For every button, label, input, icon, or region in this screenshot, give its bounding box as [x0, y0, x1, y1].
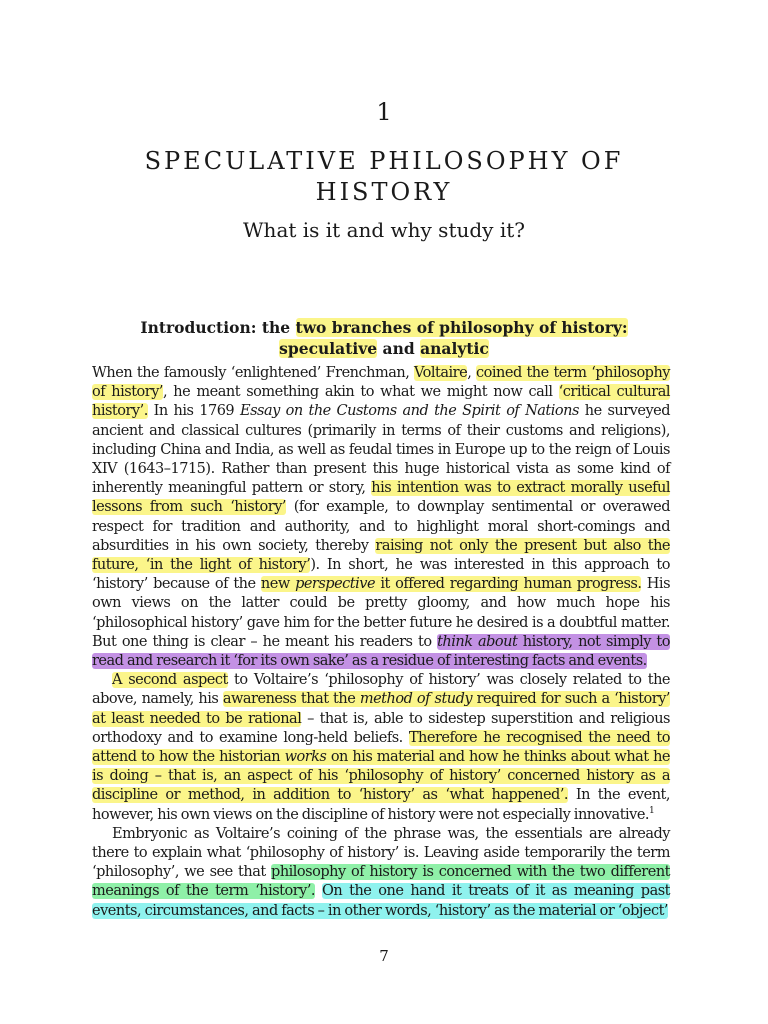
chapter-subtitle: What is it and why study it?: [243, 218, 525, 242]
paragraph-3: Embryonic as Voltaire’s coining of the phrase was, the essentials are already there to explain what ‘philosophy of history’ is. Leaving aside temporarily the term ‘philosophy’, we see that philosophy of history is concerned with the two different meanings of the term ‘history’. On the one hand it treats of it as meaning past events, circumstances, and facts – in other words, ‘history’ as the material or ‘object’: [92, 825, 670, 919]
paragraph-1: When the famously ‘enlightened’ Frenchman, Voltaire, coined the term ‘philosophy of history’, he meant something akin to what we might now call ‘critical cultural history’. In his 1769 Essay on the Customs and the Spirit of Nations he surveyed ancient and classical cultures (primarily in terms of their customs and religions), including China and India, as well as feudal times in Europe up to the reign of Louis XIV (1643–1715). Rather than present this huge historical vista as some kind of inherently meaningful pattern or story, his intention was to extract morally useful lessons from such ‘history’ (for example, to downplay sentimental or overawed respect for tradition and authority, and to highlight moral short-comings and absurdities in his own society, thereby raising not only the present but also the future, ‘in the light of history’). In short, he was interested in this approach to ‘history’ because of the new perspective it offered regarding human progress. His own views on the latter could be pretty gloomy, and how much hope his ‘philosophical history’ gave him for the better future he desired is a doubtful matter. But one thing is clear – he meant his readers to think about history, not simply to read and research it ‘for its own sake’ as a residue of interesting facts and events.: [92, 365, 671, 670]
highlight-yellow[interactable]: new perspective it offered regarding human progress.: [260, 576, 642, 593]
highlight-yellow[interactable]: two branches of philosophy of history:: [295, 318, 628, 337]
highlight-green[interactable]: philosophy of history is concerned with the two different meanings of the term ‘history’.: [92, 864, 670, 900]
paragraph-2: A second aspect to Voltaire’s ‘philosophy of history’ was closely related to the above, namely, his awareness that the method of study required for such a ‘history’ at least needed to be rational – that is, able to sidestep superstition and religious orthodoxy and to examine long-held beliefs. Therefore he recognised the need to attend to how the historian works on his material and how he thinks about what he is doing – that is, an aspect of his ‘philosophy of history’ concerned history as a discipline or method, in addition to ‘history’ as ‘what happened’. In the event, however, his own views on the discipline of history were not especially innovative.$^1$: [92, 672, 670, 823]
highlight-purple[interactable]: think about history, not simply to read and research it ‘for its own sake’ as a residue of interesting facts and events.: [92, 633, 670, 670]
body-text: [92, 364, 670, 921]
highlight-yellow[interactable]: awareness that the method of study required for such a ‘history’ at least needed to be rational: [92, 691, 670, 727]
section-heading: Introduction: the two branches of philosophy of history: speculative and analytic: [140, 318, 628, 358]
highlight-yellow[interactable]: speculative: [279, 339, 378, 358]
highlight-yellow[interactable]: analytic: [420, 339, 489, 358]
chapter-title: SPECULATIVE PHILOSOPHY OF HISTORY: [144, 147, 624, 206]
highlight-yellow[interactable]: raising not only the present but also the future, ‘in the light of history’: [92, 537, 670, 574]
footnote-marker[interactable]: 1: [649, 805, 655, 816]
highlight-cyan[interactable]: On the one hand it treats of it as meaning past events, circumstances, and facts – in other words, ‘history’ as the material or ‘object’: [92, 883, 670, 919]
highlight-yellow[interactable]: A second aspect: [112, 672, 228, 689]
chapter-number: 1: [376, 98, 392, 126]
highlight-yellow[interactable]: his intention was to extract morally useful lessons from such ‘history’: [92, 480, 671, 516]
highlight-yellow[interactable]: Voltaire: [414, 365, 468, 381]
book-title: Essay on the Customs and the Spirit of Nations: [239, 403, 579, 420]
page-number: 7: [379, 947, 389, 965]
highlight-yellow[interactable]: ‘critical cultural history’.: [92, 384, 671, 420]
highlight-yellow[interactable]: Therefore he recognised the need to attend to how the historian works on his material and how he thinks about what he is doing – that is, an aspect of his ‘philosophy of history’ concerned history as a discipline or method, in addition to ‘history’ as ‘what happened’.: [92, 729, 670, 804]
highlight-yellow[interactable]: coined the term ‘philosophy of history’: [92, 365, 670, 401]
